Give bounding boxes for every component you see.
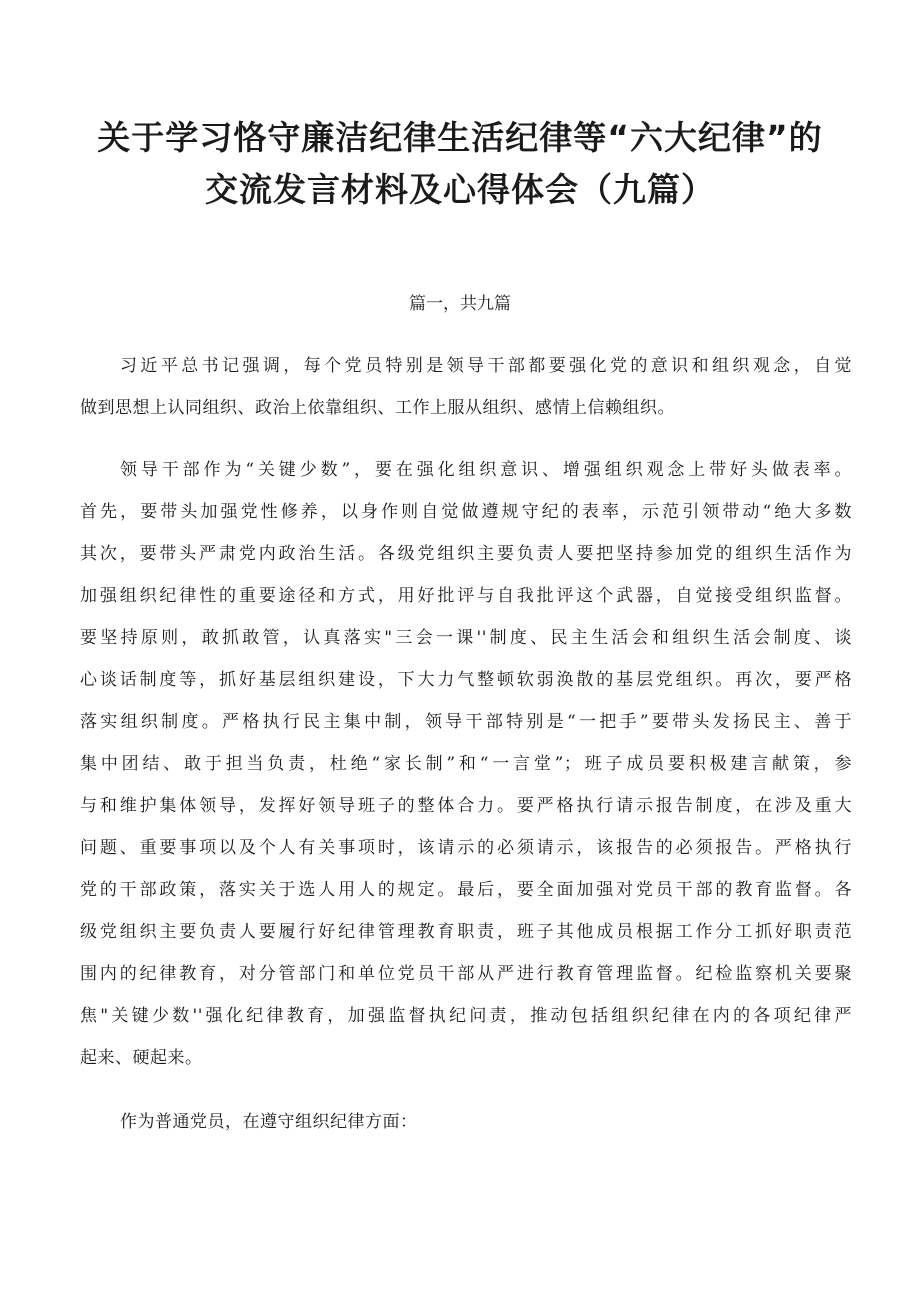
paragraph-line: 作为普通党员，在遵守组织纪律方面： (120, 1112, 418, 1132)
paragraph-line: 领导干部作为“关键少数”，要在强化组织意识、增强组织观念上带好头做表率。 (120, 460, 852, 480)
paragraph-line: 问题、重要事项以及个人有关事项时，该请示的必须请示，该报告的必须报告。严格执行 (80, 838, 852, 858)
paragraph-line: 加强组织纪律性的重要途径和方式，用好批评与自我批评这个武器，自觉接受组织监督。 (80, 586, 852, 606)
paragraph-line: 焦"关键少数''强化纪律教育，加强监督执纪问责，推动包括组织纪律在内的各项纪律严 (80, 1006, 852, 1026)
paragraph-line: 围内的纪律教育，对分管部门和单位党员干部从严进行教育管理监督。纪检监察机关要聚 (80, 964, 852, 984)
section-heading: 篇一，共九篇 (409, 294, 511, 314)
title-line-2: 交流发言材料及心得体会（九篇） (205, 170, 715, 209)
paragraph-line: 其次，要带头严肃党内政治生活。各级党组织主要负责人要把坚持参加党的组织生活作为 (80, 544, 852, 564)
paragraph-line: 习近平总书记强调，每个党员特别是领导干部都要强化党的意识和组织观念，自觉 (120, 356, 852, 376)
paragraph-line: 级党组织主要负责人要履行好纪律管理教育职责，班子其他成员根据工作分工抓好职责范 (80, 922, 852, 942)
title-line-1: 关于学习恪守廉洁纪律生活纪律等“六大纪律”的 (97, 118, 823, 157)
paragraph-line: 首先，要带头加强党性修养，以身作则自觉做遵规守纪的表率，示范引领带动“绝大多数 (80, 502, 852, 522)
paragraph-line: 要坚持原则，敢抓敢管，认真落实"三会一课''制度、民主生活会和组织生活会制度、谈 (80, 628, 852, 648)
paragraph-line: 党的干部政策，落实关于选人用人的规定。最后，要全面加强对党员干部的教育监督。各 (80, 880, 852, 900)
paragraph-line: 起来、硬起来。 (80, 1048, 203, 1068)
paragraph-line: 做到思想上认同组织、政治上依靠组织、工作上服从组织、感情上信赖组织。 (80, 398, 675, 418)
paragraph-line: 心谈话制度等，抓好基层组织建设，下大力气整顿软弱涣散的基层党组织。再次，要严格 (80, 670, 852, 690)
paragraph-line: 落实组织制度。严格执行民主集中制，领导干部特别是“一把手”要带头发扬民主、善于 (80, 712, 852, 732)
paragraph-line: 集中团结、敢于担当负责，杜绝“家长制”和“一言堂”；班子成员要积极建言献策，参 (80, 754, 852, 774)
paragraph-line: 与和维护集体领导，发挥好领导班子的整体合力。要严格执行请示报告制度，在涉及重大 (80, 796, 852, 816)
